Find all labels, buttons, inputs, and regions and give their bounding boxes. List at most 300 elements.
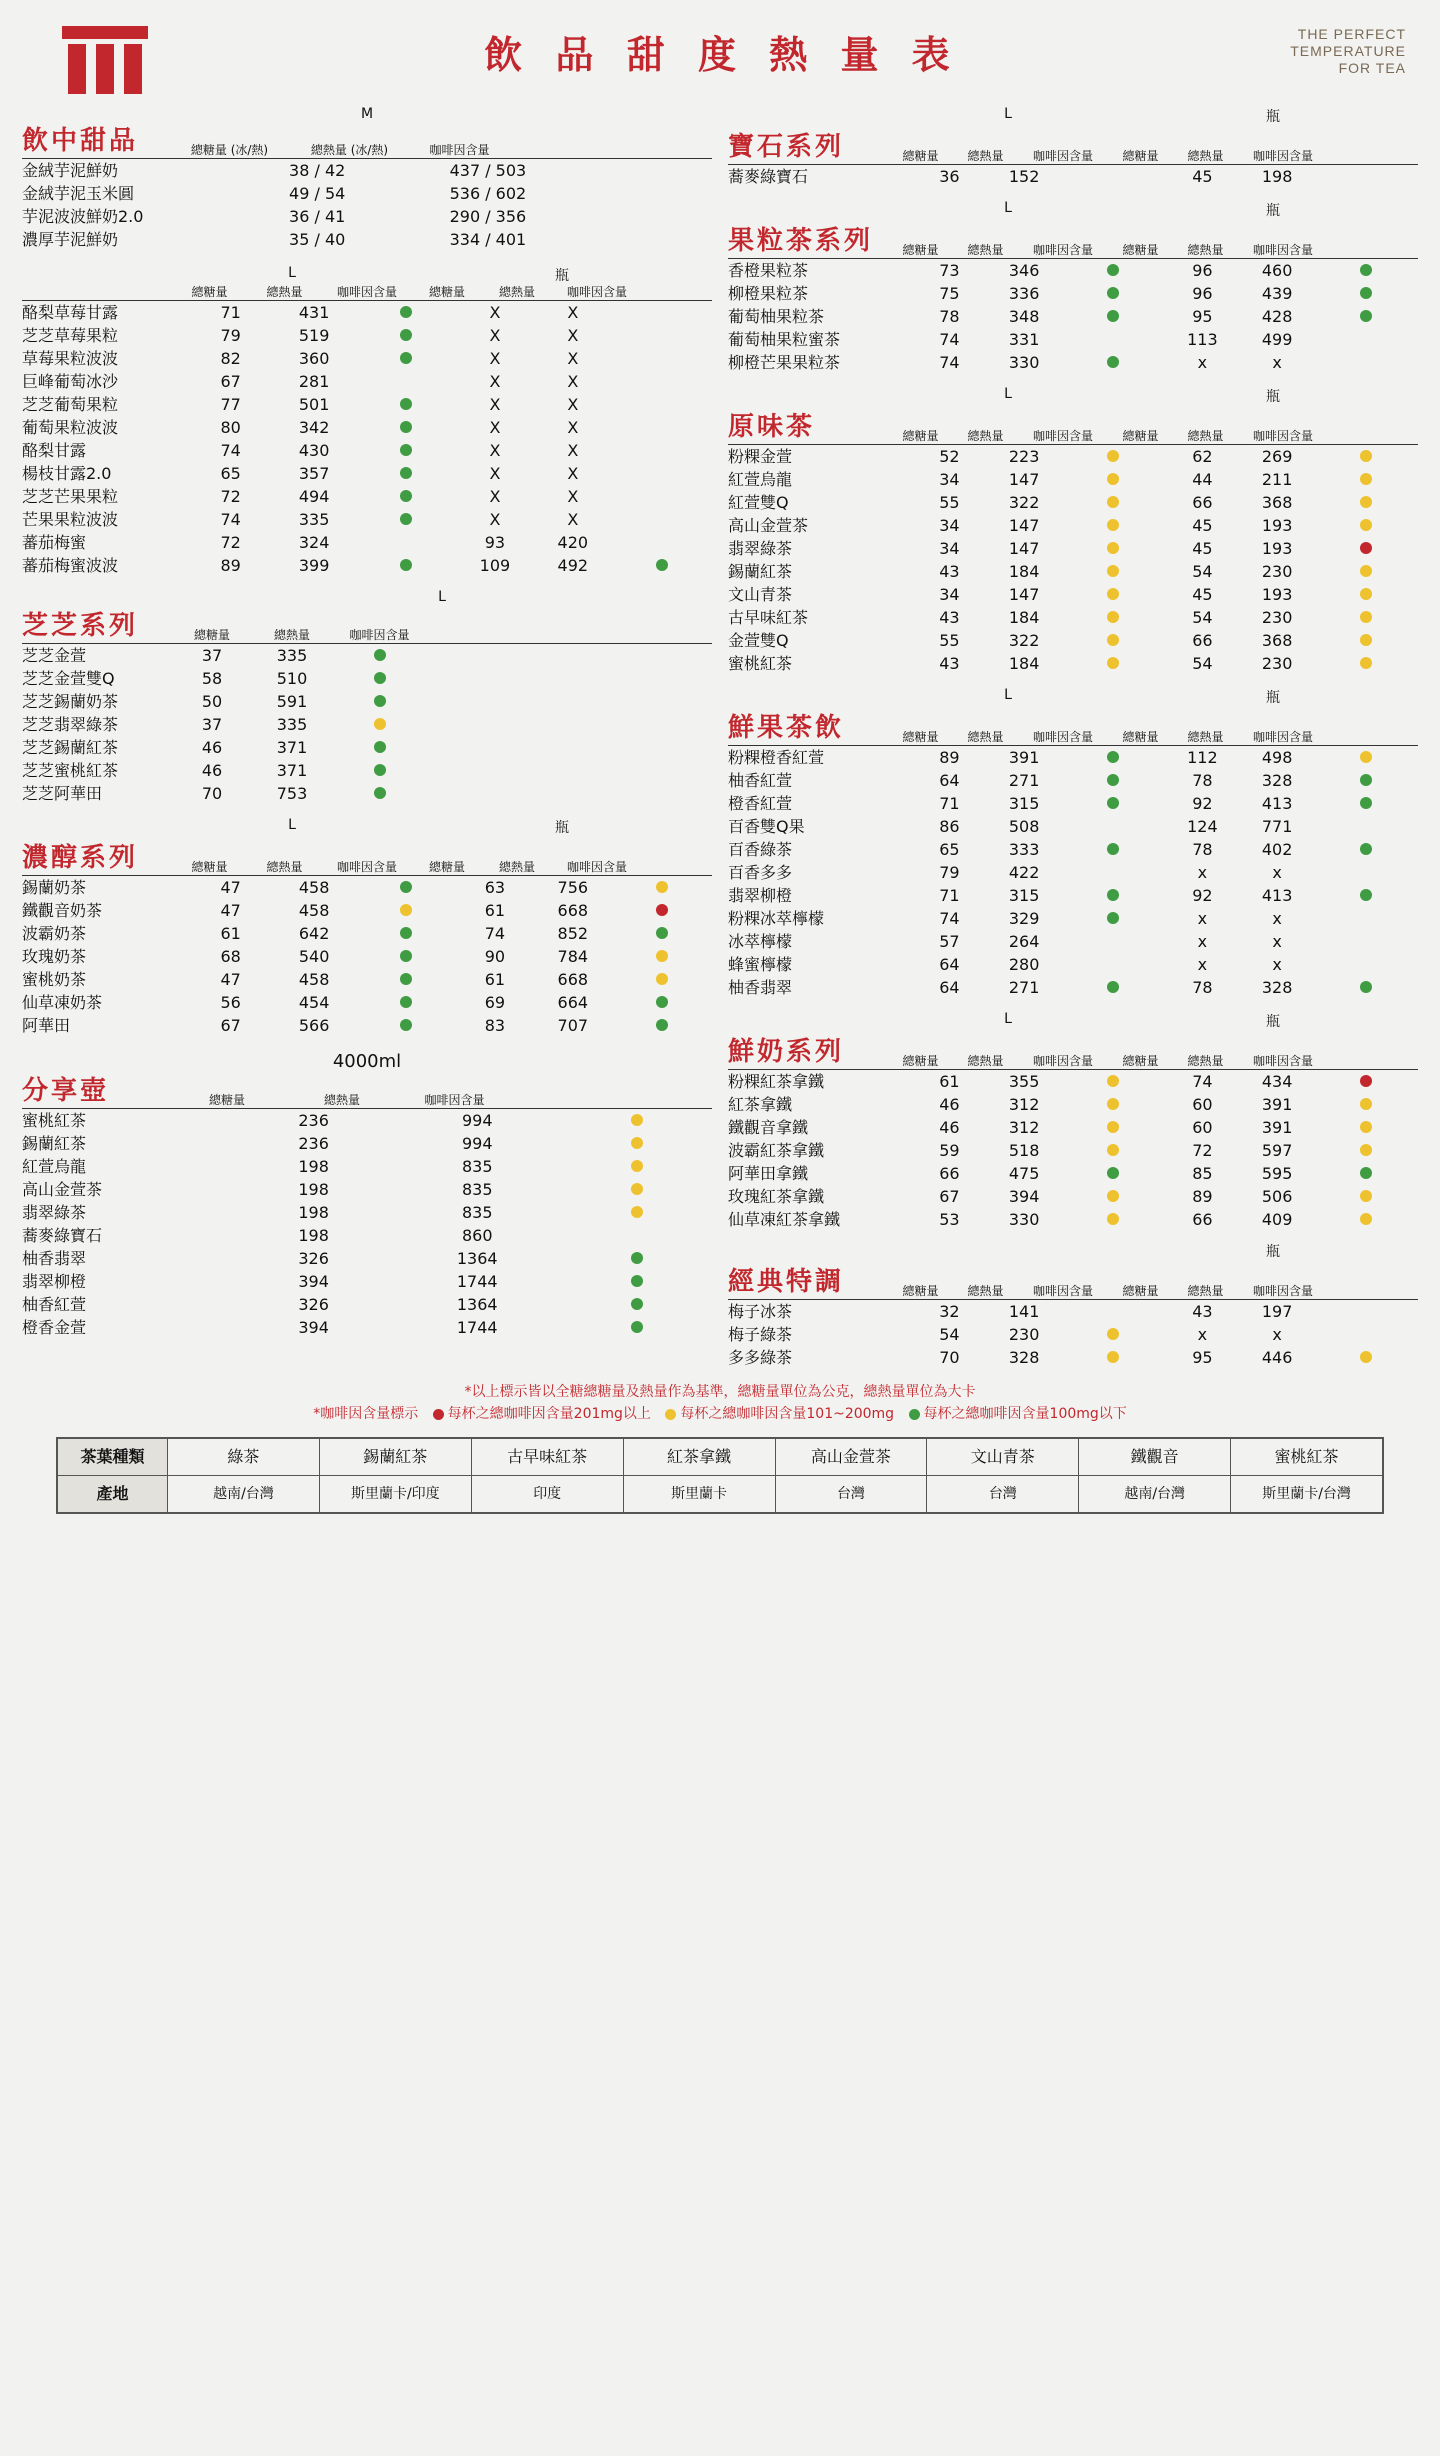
caffeine-level-cell (1062, 351, 1166, 374)
caffeine-level-cell (332, 713, 427, 736)
caffeine-y-dot-icon (1360, 450, 1372, 462)
table-row (728, 1300, 1418, 1323)
col-head-cal: 總熱量 (967, 429, 1004, 443)
sugar-value: 65 (220, 464, 241, 483)
caffeine-y-dot-icon (1107, 519, 1119, 531)
fruit-pulp-header (728, 220, 1418, 259)
col-head-caffeine: 咖啡因含量 (336, 860, 397, 874)
drink-name: 橙香金萱 (22, 1318, 87, 1337)
caffeine-level-cell (1062, 884, 1166, 907)
table-row (728, 537, 1418, 560)
size-label-l: L (1004, 200, 1012, 216)
calorie-value: 994 (461, 1134, 493, 1153)
calorie-value: 501 (298, 395, 330, 414)
caffeine-level-cell (1315, 259, 1419, 282)
table-row (22, 667, 712, 690)
caffeine-g-dot-icon (400, 467, 412, 479)
caffeine-level-cell (612, 531, 712, 554)
sugar-value-bottle: 61 (484, 901, 506, 920)
sugar-value-bottle: 72 (1192, 1141, 1213, 1160)
caffeine-y-dot-icon (1107, 1213, 1119, 1225)
drink-name: 百香多多 (728, 863, 793, 882)
calorie-value: 1744 (456, 1318, 498, 1337)
drink-name: 玫瑰奶茶 (22, 947, 87, 966)
col-head-sugar: 總糖量 (902, 730, 939, 744)
calorie-value-bottle: 668 (557, 970, 589, 989)
original-tea-header (728, 406, 1418, 445)
sugar-value-bottle: 69 (484, 993, 506, 1012)
drink-name: 紅萱烏龍 (22, 1157, 87, 1176)
drink-name: 蕃茄梅蜜 (22, 533, 87, 552)
drink-name: 芝芝金萱雙Q (22, 669, 115, 688)
calorie-value-bottle: x (1272, 1325, 1282, 1344)
table-row (22, 347, 712, 370)
caffeine-g-dot-icon (1360, 287, 1372, 299)
caffeine-level-cell (563, 1224, 712, 1247)
left-column (22, 106, 712, 1371)
sugar-value: 198 (298, 1180, 329, 1199)
drink-name: 蕎麥綠寶石 (22, 1226, 103, 1245)
caffeine-level-cell (612, 508, 712, 531)
col-head-cal-bottle: 總熱量 (1187, 429, 1224, 443)
sugar-value: 46 (201, 761, 223, 780)
col-head-sugar: 總糖量 (902, 243, 939, 257)
calorie-value: 147 (1008, 516, 1040, 535)
col-head-sugar-bottle: 總糖量 (1122, 243, 1159, 257)
caffeine-level-cell (356, 347, 456, 370)
sugar-value: 198 (298, 1203, 329, 1222)
caffeine-g-dot-icon (374, 741, 386, 753)
calorie-value: 271 (1008, 771, 1040, 790)
caffeine-g-dot-icon (400, 513, 412, 525)
sugar-value-bottle: X (489, 418, 501, 437)
calorie-value-bottle: 668 (557, 901, 589, 920)
calorie-value: 591 (276, 692, 308, 711)
calorie-value: 335 (276, 715, 308, 734)
size-label-bottle: 瓶 (1266, 203, 1280, 219)
brand-tagline-line1: THE PERFECT (1297, 26, 1406, 42)
col-head-sugar-bottle: 總糖量 (1122, 429, 1159, 443)
caffeine-y-dot-icon (656, 950, 668, 962)
caffeine-level-cell (1062, 792, 1166, 815)
caffeine-level-cell (1062, 445, 1166, 468)
caffeine-g-dot-icon (400, 1019, 412, 1031)
caffeine-level-cell (612, 554, 712, 577)
calorie-value-bottle: X (567, 510, 579, 529)
col-head-sugar-bottle: 總糖量 (428, 285, 465, 299)
table-row (728, 792, 1418, 815)
table-row (728, 165, 1418, 188)
drink-name: 粉粿冰萃檸檬 (728, 909, 825, 928)
drink-name: 巨峰葡萄冰沙 (22, 372, 119, 391)
brand-tagline-line3: FOR TEA (1338, 60, 1406, 76)
caffeine-level-cell (612, 899, 712, 922)
sugar-value: 47 (220, 970, 241, 989)
table-row (58, 1476, 1383, 1513)
table-row (22, 531, 712, 554)
table-row (728, 282, 1418, 305)
size-label-bottle: 瓶 (555, 268, 569, 284)
drink-name: 柳橙果粒茶 (728, 284, 809, 303)
calorie-value: 371 (276, 738, 308, 757)
caffeine-level-cell (1062, 1185, 1166, 1208)
col-head-sugar-bottle: 總糖量 (1122, 1284, 1159, 1298)
col-head-sugar-bottle: 總糖量 (1122, 730, 1159, 744)
col-head-sugar: 總糖量 (208, 1093, 245, 1107)
tea-origin-table (56, 1437, 1384, 1514)
calorie-value: 458 (298, 970, 330, 989)
original-tea-table (728, 445, 1418, 675)
calorie-value-bottle: X (567, 487, 579, 506)
col-head-cal-bottle: 總熱量 (1187, 149, 1224, 163)
caffeine-level-cell (1062, 746, 1166, 769)
table-row (22, 1109, 712, 1132)
row-label-tea-type: 茶葉種類 (58, 1439, 168, 1476)
drink-name: 芝芝阿華田 (22, 784, 103, 803)
sugar-value-bottle: 96 (1192, 284, 1213, 303)
col-head-cal-bottle: 總熱量 (1187, 730, 1224, 744)
sugar-value: 34 (939, 539, 960, 558)
col-head-caffeine: 咖啡因含量 (1032, 243, 1093, 257)
tea-type-cell: 高山金萱茶 (775, 1439, 927, 1476)
drink-name: 草莓果粒波波 (22, 349, 119, 368)
table-row: 金絨芋泥玉米圓 49 / 54 536 / 602 (22, 184, 527, 203)
caffeine-level-cell (1315, 1139, 1419, 1162)
origin-cell: 越南/台灣 (1079, 1476, 1231, 1513)
drink-name: 翡翠柳橙 (22, 1272, 87, 1291)
caffeine-y-dot-icon (631, 1137, 643, 1149)
drink-name: 梅子綠茶 (728, 1325, 793, 1344)
caffeine-level-cell (612, 485, 712, 508)
caffeine-g-dot-icon (400, 352, 412, 364)
table-row (728, 815, 1418, 838)
caffeine-level-cell (612, 416, 712, 439)
calorie-value: 312 (1008, 1118, 1040, 1137)
caffeine-level-cell (1062, 1346, 1166, 1369)
origin-cell: 越南/台灣 (168, 1476, 320, 1513)
caffeine-level-cell (1062, 861, 1166, 884)
drink-name: 錫蘭紅茶 (728, 562, 793, 581)
caffeine-y-dot-icon (1107, 1351, 1119, 1363)
caffeine-level-cell (332, 690, 427, 713)
caffeine-y-dot-icon (1360, 1098, 1372, 1110)
caffeine-level-cell (1062, 953, 1166, 976)
calorie-value: 399 (298, 556, 330, 575)
classic-header (728, 1261, 1418, 1300)
caffeine-level-cell (356, 922, 456, 945)
caffeine-g-dot-icon (1107, 912, 1119, 924)
sugar-value: 43 (939, 562, 960, 581)
caffeine-level-cell (563, 1293, 712, 1316)
sugar-value: 67 (220, 1016, 241, 1035)
calorie-value: 281 (298, 372, 330, 391)
calorie-value: 230 (1008, 1325, 1040, 1344)
sugar-value-bottle: 96 (1192, 261, 1213, 280)
calorie-value-bottle: 230 (1261, 562, 1293, 581)
caffeine-g-dot-icon (400, 973, 412, 985)
drink-name: 錫蘭紅茶 (22, 1134, 87, 1153)
drink-name: 芒果果粒波波 (22, 510, 119, 529)
caffeine-y-dot-icon (374, 718, 386, 730)
caffeine-level-cell (1315, 629, 1419, 652)
drink-name: 古早味紅茶 (728, 608, 809, 627)
table-row (22, 1316, 712, 1339)
caffeine-level-cell (1062, 1139, 1166, 1162)
caffeine-level-cell (1062, 629, 1166, 652)
calorie-value-bottle: 597 (1261, 1141, 1293, 1160)
table-row (728, 1093, 1418, 1116)
col-head-cal-bottle: 總熱量 (1187, 1054, 1224, 1068)
calorie-value-bottle: 852 (557, 924, 589, 943)
sugar-value: 55 (939, 493, 960, 512)
sugar-value: 59 (939, 1141, 960, 1160)
table-row (22, 416, 712, 439)
calorie-value-bottle: 391 (1261, 1118, 1293, 1137)
col-head-cal: 總熱量 (266, 285, 303, 299)
calorie-value-bottle: 211 (1261, 470, 1293, 489)
table-row (22, 324, 712, 347)
caffeine-g-dot-icon (1360, 774, 1372, 786)
sugar-value: 72 (220, 487, 241, 506)
calorie-value: 430 (298, 441, 330, 460)
caffeine-g-dot-icon (1107, 356, 1119, 368)
caffeine-y-dot-icon (1360, 634, 1372, 646)
table-row (22, 301, 712, 324)
caffeine-level-cell (1062, 259, 1166, 282)
table-row (728, 560, 1418, 583)
sugar-value-bottle: 45 (1192, 585, 1213, 604)
section-share-pot (22, 1051, 712, 1339)
caffeine-level-cell (612, 462, 712, 485)
sugar-value: 71 (220, 303, 241, 322)
sugar-value: 67 (220, 372, 241, 391)
size-label-l: L (1004, 1011, 1012, 1027)
drink-name: 柚香翡翠 (22, 1249, 87, 1268)
calorie-value-bottle: 193 (1261, 585, 1293, 604)
sugar-value: 71 (939, 886, 960, 905)
sugar-value-bottle: X (489, 441, 501, 460)
caffeine-level-cell (1062, 328, 1166, 351)
origin-cell: 斯里蘭卡 (623, 1476, 775, 1513)
sugar-value-bottle: x (1197, 863, 1208, 882)
calorie-value-bottle: 198 (1261, 167, 1293, 186)
drink-name: 多多綠茶 (728, 1348, 793, 1367)
milk-tea-table (22, 876, 712, 1037)
caffeine-level-cell (1062, 305, 1166, 328)
section-dessert-drinks (22, 106, 712, 251)
size-label-bottle: 瓶 (1266, 1014, 1280, 1030)
table-row (728, 884, 1418, 907)
sugar-value: 74 (939, 909, 960, 928)
table-row (22, 991, 712, 1014)
drink-name: 芝芝錫蘭紅茶 (22, 738, 119, 757)
caffeine-level-cell (1315, 861, 1419, 884)
drink-name: 柚香紅萱 (728, 771, 793, 790)
caffeine-level-cell (1062, 468, 1166, 491)
caffeine-level-cell (1315, 815, 1419, 838)
sugar-value: 79 (220, 326, 241, 345)
caffeine-g-dot-icon (400, 490, 412, 502)
caffeine-level-cell (332, 782, 427, 805)
caffeine-g-dot-icon (656, 927, 668, 939)
caffeine-level-cell (1315, 953, 1419, 976)
calorie-value: 342 (298, 418, 330, 437)
fresh-milk-table (728, 1070, 1418, 1231)
caffeine-level-cell (1315, 282, 1419, 305)
sugar-value: 50 (201, 692, 223, 711)
caffeine-y-dot-icon (1107, 657, 1119, 669)
sugar-value: 74 (220, 441, 241, 460)
drink-name: 柚香翡翠 (728, 978, 793, 997)
caffeine-g-dot-icon (1107, 1167, 1119, 1179)
caffeine-level-cell (1315, 1116, 1419, 1139)
col-head-sugar: 總糖量 (902, 1054, 939, 1068)
caffeine-y-dot-icon (1107, 588, 1119, 600)
sugar-value: 74 (939, 353, 960, 372)
table-row (728, 861, 1418, 884)
calorie-value-bottle: 492 (557, 556, 589, 575)
drink-name: 柳橙芒果果粒茶 (728, 353, 841, 372)
calorie-value: 519 (298, 326, 330, 345)
calorie-value-bottle: X (567, 418, 579, 437)
calorie-value: 458 (298, 878, 330, 897)
calorie-value: 330 (1008, 1210, 1040, 1229)
table-row (22, 968, 712, 991)
caffeine-level-cell (563, 1155, 712, 1178)
calorie-value: 422 (1008, 863, 1040, 882)
section-classic-special (728, 1241, 1418, 1369)
caffeine-y-dot-icon (1107, 634, 1119, 646)
col-head-cal: 總熱量 (967, 149, 1004, 163)
drink-name: 玫瑰紅茶拿鐵 (728, 1187, 825, 1206)
table-row (728, 1139, 1418, 1162)
section-fresh-milk (728, 1011, 1418, 1231)
drink-name: 芝芝翡翠綠茶 (22, 715, 119, 734)
col-head-sugar: 總糖量 (193, 628, 230, 642)
calorie-value-bottle: 434 (1261, 1072, 1293, 1091)
table-row (22, 782, 712, 805)
table-row (728, 328, 1418, 351)
calorie-value: 335 (298, 510, 330, 529)
caffeine-g-dot-icon (1107, 843, 1119, 855)
sugar-value-bottle: 66 (1192, 631, 1213, 650)
caffeine-level-cell (1062, 1070, 1166, 1093)
drink-name: 芝芝蜜桃紅茶 (22, 761, 119, 780)
caffeine-y-dot-icon (656, 881, 668, 893)
size-label-bottle: 瓶 (1266, 109, 1280, 125)
calorie-value-bottle: X (567, 326, 579, 345)
caffeine-level-cell (1062, 514, 1166, 537)
drink-name: 百香雙Q果 (728, 817, 805, 836)
table-row (22, 485, 712, 508)
table-row (22, 554, 712, 577)
sugar-value: 86 (939, 817, 960, 836)
size-label-l: L (1004, 687, 1012, 703)
calorie-value: 141 (1008, 1302, 1040, 1321)
brand-tagline (1290, 26, 1406, 77)
calorie-value-bottle: 413 (1261, 794, 1293, 813)
caffeine-g-dot-icon (1360, 310, 1372, 322)
sugar-value: 67 (939, 1187, 960, 1206)
sugar-value: 34 (939, 585, 960, 604)
caffeine-level-cell (332, 736, 427, 759)
calorie-value: 494 (298, 487, 330, 506)
calorie-value-bottle: 193 (1261, 516, 1293, 535)
sugar-value-bottle: 62 (1192, 447, 1213, 466)
table-row (728, 445, 1418, 468)
sugar-value-bottle: 43 (1192, 1302, 1213, 1321)
caffeine-level-cell (1315, 1346, 1419, 1369)
caffeine-g-dot-icon (374, 672, 386, 684)
caffeine-g-dot-icon (400, 306, 412, 318)
brand-logo-icon (62, 26, 148, 94)
sugar-value: 46 (939, 1095, 960, 1114)
table-row (22, 1293, 712, 1316)
drink-name: 仙草凍奶茶 (22, 993, 103, 1012)
drink-name: 蜜桃紅茶 (22, 1111, 87, 1130)
sugar-value-bottle: 45 (1192, 516, 1213, 535)
section-cheese-series (22, 589, 712, 805)
caffeine-y-dot-icon (1360, 588, 1372, 600)
table-row (728, 491, 1418, 514)
caffeine-level-cell (1062, 1323, 1166, 1346)
dessert-table (22, 159, 712, 251)
caffeine-level-cell (563, 1132, 712, 1155)
calorie-value: 322 (1008, 631, 1040, 650)
drink-name: 葡萄柚果粒蜜茶 (728, 330, 841, 349)
col-head-caffeine-bottle: 咖啡因含量 (1252, 429, 1313, 443)
calorie-value-bottle: 506 (1261, 1187, 1293, 1206)
caffeine-y-dot-icon (1360, 519, 1372, 531)
col-head-caffeine: 咖啡因含量 (429, 143, 490, 157)
table-row (22, 1178, 712, 1201)
calorie-value: 331 (1008, 330, 1040, 349)
table-row (22, 945, 712, 968)
caffeine-level-cell (356, 416, 456, 439)
col-head-sugar: 總糖量 (902, 429, 939, 443)
caffeine-level-cell (1315, 1300, 1419, 1323)
caffeine-level-cell (1315, 930, 1419, 953)
drink-name: 錫蘭奶茶 (22, 878, 87, 897)
drink-name: 香橙果粒茶 (728, 261, 809, 280)
caffeine-level-cell (1062, 1300, 1166, 1323)
col-head-caffeine-bottle: 咖啡因含量 (1252, 1284, 1313, 1298)
caffeine-level-cell (1315, 305, 1419, 328)
calorie-value-bottle: 439 (1261, 284, 1293, 303)
calorie-value-bottle: 402 (1261, 840, 1293, 859)
caffeine-y-dot-icon (1107, 450, 1119, 462)
caffeine-y-dot-icon (1107, 1144, 1119, 1156)
calorie-value: 355 (1008, 1072, 1040, 1091)
col-head-sugar-bottle: 總糖量 (428, 860, 465, 874)
sugar-value: 394 (298, 1318, 329, 1337)
calorie-value: 518 (1008, 1141, 1040, 1160)
tea-type-cell: 鐵觀音 (1079, 1439, 1231, 1476)
drink-name: 冰萃檸檬 (728, 932, 793, 951)
drink-name: 文山青茶 (728, 585, 793, 604)
sugar-value-bottle: 61 (484, 970, 506, 989)
caffeine-level-cell (332, 667, 427, 690)
caffeine-level-cell (356, 439, 456, 462)
col-head-sugar-bottle: 總糖量 (1122, 149, 1159, 163)
calorie-value: 324 (298, 533, 330, 552)
caffeine-level-cell (1062, 537, 1166, 560)
tea-type-cell: 古早味紅茶 (471, 1439, 623, 1476)
caffeine-y-dot-icon (1107, 1098, 1119, 1110)
legend-red-dot-icon (433, 1409, 444, 1420)
drink-name: 翡翠綠茶 (22, 1203, 87, 1222)
calorie-value-bottle: 756 (557, 878, 589, 897)
